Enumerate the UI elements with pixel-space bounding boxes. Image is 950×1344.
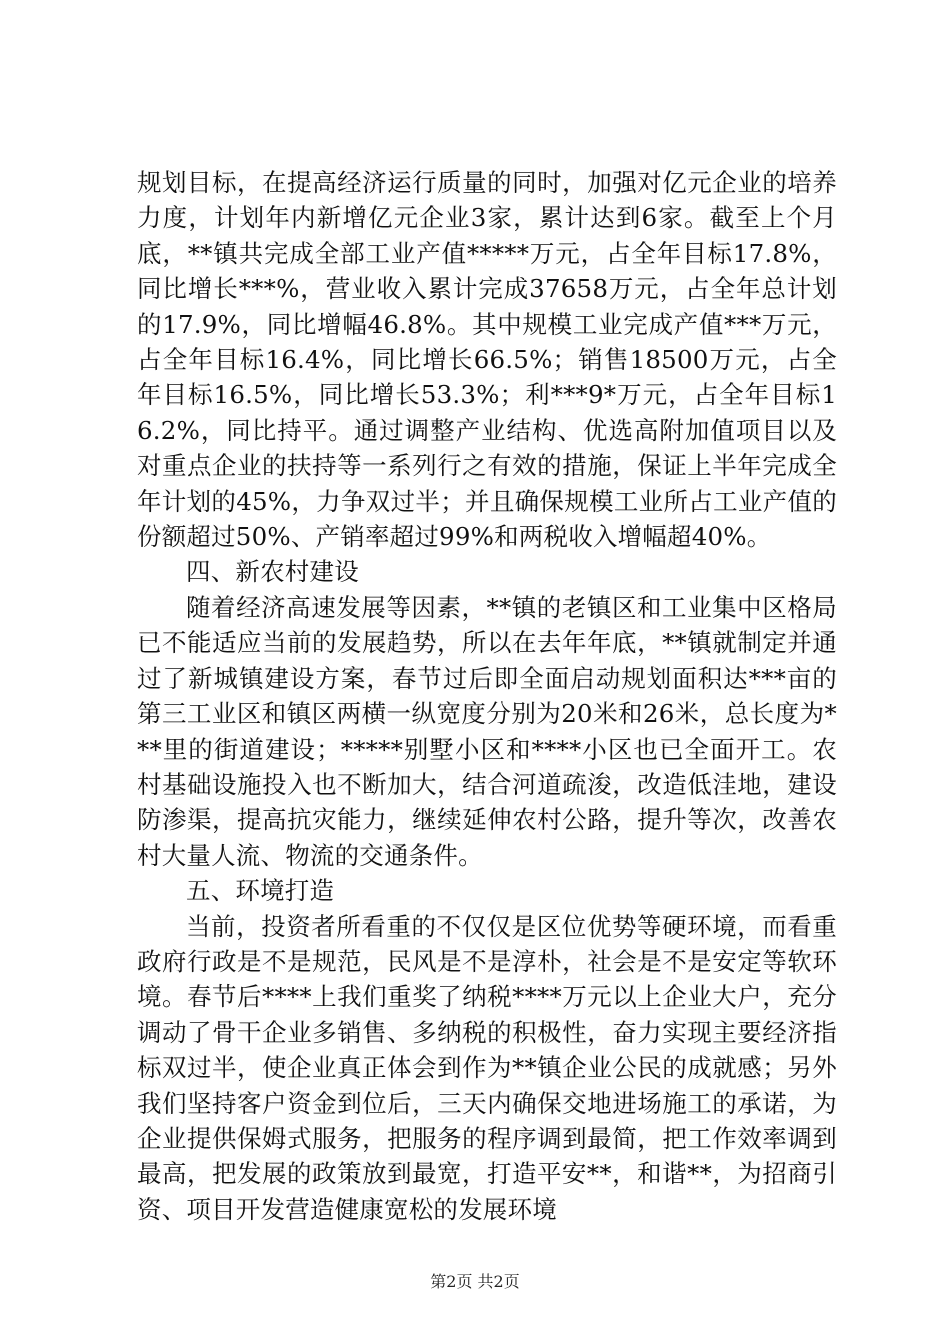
section-heading-new-rural-construction: 四、新农村建设	[186, 557, 359, 587]
paragraph-environment-building: 当前，投资者所看重的不仅仅是区位优势等硬环境，而看重政府行政是不是规范，民风是不是淳朴，社会是不是安定等软环境。春节后****上我们重奖了纳税****万元以上企业大户，充分调动了骨干企业多销售、多纳税的积极性，奋力实现主要经济指标双过半，使企业真正体会到作为**镇企业公民的成就感；另外我们坚持客户资金到位后，三天内确保交地进场施工的承诺，为企业提供保姆式服务，把服务的程序调到最简，把工作效率调到最高，把发展的政策放到最宽，打造平安**，和谐**，为招商引资、项目开发营造健康宽松的发展环境	[137, 911, 837, 1224]
paragraph-industrial-output: 规划目标，在提高经济运行质量的同时，加强对亿元企业的培养力度，计划年内新增亿元企业3家，累计达到6家。截至上个月底，**镇共完成全部工业产值*****万元，占全年目标17.8%，同比增长***%，营业收入累计完成37658万元，占全年总计划的17.9%，同比增幅46.8%。其中规模工业完成产值***万元，占全年目标16.4%，同比增长66.5%；销售18500万元，占全年目标16.5%，同比增长53.3%；利***9*万元，占全年目标16.2%，同比持平。通过调整产业结构、优选高附加值项目以及对重点企业的扶持等一系列行之有效的措施，保证上半年完成全年计划的45%，力争双过半；并且确保规模工业所占工业产值的份额超过50%、产销率超过99%和两税收入增幅超40%。	[137, 168, 837, 552]
paragraph-rural-construction: 随着经济高速发展等因素，**镇的老镇区和工业集中区格局已不能适应当前的发展趋势，所以在去年年底，**镇就制定并通过了新城镇建设方案，春节过后即全面启动规划面积达***亩的第三工业区和镇区两横一纵宽度分别为20米和26米，总长度为***里的街道建设；*****别墅小区和****小区也已全面开工。农村基础设施投入也不断加大，结合河道疏浚，改造低洼地，建设防渗渠，提高抗灾能力，继续延伸农村公路，提升等次，改善农村大量人流、物流的交通条件。	[137, 592, 837, 870]
section-heading-environment-building: 五、环境打造	[186, 876, 335, 906]
document-body	[137, 165, 837, 1227]
page-number-footer: 第2页 共2页	[430, 1272, 520, 1291]
